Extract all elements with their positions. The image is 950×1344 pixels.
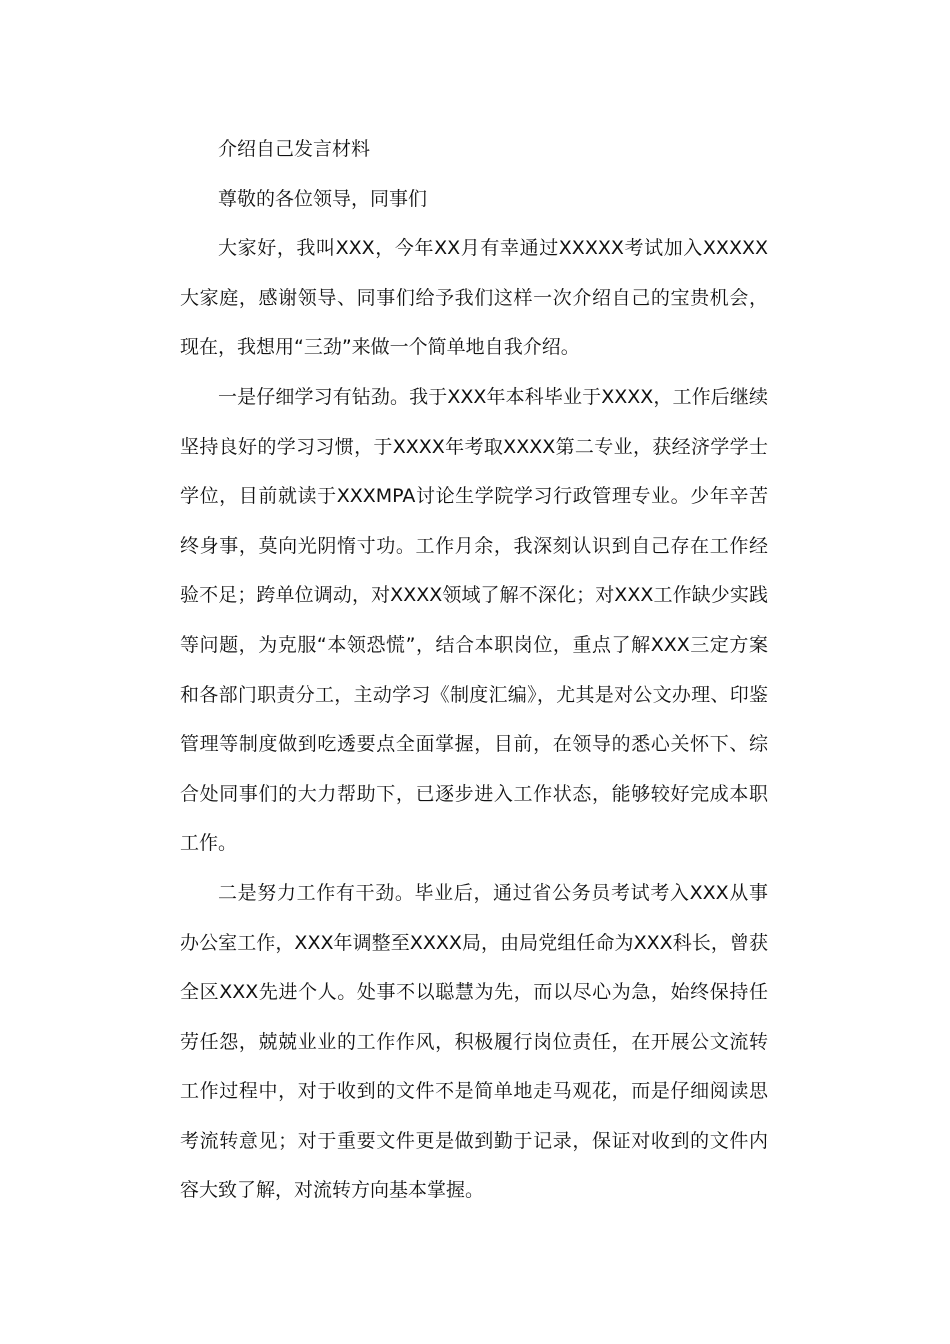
document-body	[180, 125, 768, 1216]
paragraph-introduction: 大家好，我叫XXX，今年XX月有幸通过XXXXX考试加入XXXXX大家庭，感谢领导、同事们给予我们这样一次介绍自己的宝贵机会，现在，我想用“三劲”来做一个简单地自我介绍。	[180, 237, 768, 359]
document-greeting: 尊敬的各位领导，同事们	[218, 187, 428, 210]
paragraph-work: 二是努力工作有干劲。毕业后，通过省公务员考试考入XXX从事办公室工作，XXX年调整至XXXX局，由局党组任命为XXX科长，曾获全区XXX先进个人。处事不以聪慧为先，而以尽心为急，始终保持任劳任怨，兢兢业业的工作作风，积极履行岗位责任，在开展公文流转工作过程中，对于收到的文件不是简单地走马观花，而是仔细阅读思考流转意见；对于重要文件更是做到勤于记录，保证对收到的文件内容大致了解，对流转方向基本掌握。	[180, 881, 768, 1202]
document-title: 介绍自己发言材料	[218, 138, 371, 160]
paragraph-study: 一是仔细学习有钻劲。我于XXX年本科毕业于XXXX，工作后继续坚持良好的学习习惯，于XXXX年考取XXXX第二专业，获经济学学士学位，目前就读于XXXMPA讨论生学院学习行政管理专业。少年辛苦终身事，莫向光阴惰寸功。工作月余，我深刻认识到自己存在工作经验不足；跨单位调动，对XXXX领域了解不深化；对XXX工作缺少实践等问题，为克服“本领恐慌”，结合本职岗位，重点了解XXX三定方案和各部门职责分工，主动学习《制度汇编》，尤其是对公文办理、印鉴管理等制度做到吃透要点全面掌握，目前，在领导的悉心关怀下、综合处同事们的大力帮助下，已逐步进入工作状态，能够较好完成本职工作。	[180, 385, 768, 855]
